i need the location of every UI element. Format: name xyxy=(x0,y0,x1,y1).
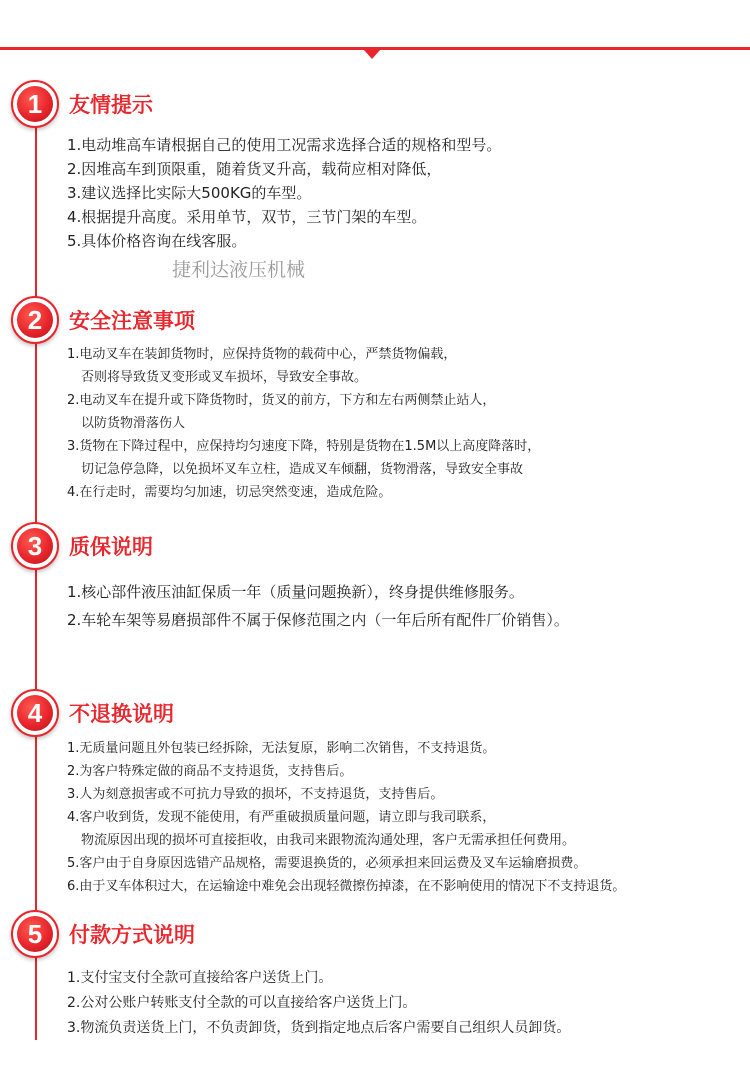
list-item: 5.具体价格咨询在线客服。 xyxy=(67,232,247,250)
section-number-badge xyxy=(11,689,59,737)
section-title: 友情提示 xyxy=(69,93,153,117)
section-item-list xyxy=(67,343,540,504)
section-item-list xyxy=(67,966,570,1041)
top-divider-notch xyxy=(364,50,380,59)
list-item-continuation: 物流原因出现的损坏可直接拒收，由我司来跟物流沟通处理，客户无需承担任何费用。 xyxy=(81,833,576,848)
list-item: 1.核心部件液压油缸保质一年（质量问题换新），终身提供维修服务。 xyxy=(67,583,524,601)
list-item-continuation: 切记急停急降，以免损坏叉车立柱，造成叉车倾翻，货物滑落，导致安全事故 xyxy=(81,462,524,477)
list-item: 1.电动叉车在装卸货物时，应保持货物的载荷中心，严禁货物偏载， xyxy=(67,347,457,362)
section-number-badge xyxy=(11,80,59,128)
list-item: 4.根据提升高度。采用单节，双节，三节门架的车型。 xyxy=(67,208,427,226)
list-item: 5.客户由于自身原因选错产品规格，需要退换货的，必须承担来回运费及叉车运输磨损费。 xyxy=(67,856,587,871)
section-number: 3 xyxy=(17,528,53,564)
section-number-badge xyxy=(11,522,59,570)
section-title: 不退换说明 xyxy=(69,702,174,726)
list-item: 2.因堆高车到顶限重，随着货叉升高，载荷应相对降低， xyxy=(67,160,442,178)
list-item: 6.由于叉车体积过大，在运输途中难免会出现轻微擦伤掉漆，在不影响使用的情况下不支持退货。 xyxy=(67,879,626,894)
section-title: 质保说明 xyxy=(69,535,153,559)
list-item: 3.物流负责送货上门，不负责卸货，货到指定地点后客户需要自己组织人员卸货。 xyxy=(67,1020,571,1036)
list-item: 3.货物在下降过程中，应保持均匀速度下降，特别是货物在1.5M以上高度降落时， xyxy=(67,439,541,454)
list-item-continuation: 以防货物滑落伤人 xyxy=(81,416,186,431)
list-item: 3.人为刻意损害或不可抗力导致的损坏，不支持退货，支持售后。 xyxy=(67,787,444,802)
section-item-list xyxy=(67,133,501,253)
list-item: 2.车轮车架等易磨损部件不属于保修范围之内（一年后所有配件厂价销售）。 xyxy=(67,611,569,629)
section-number: 5 xyxy=(17,916,53,952)
list-item: 1.电动堆高车请根据自己的使用工况需求选择合适的规格和型号。 xyxy=(67,136,502,154)
section-title: 付款方式说明 xyxy=(69,923,195,947)
list-item: 1.支付宝支付全款可直接给客户送货上门。 xyxy=(67,970,333,986)
list-item: 4.客户收到货，发现不能使用，有严重破损质量问题，请立即与我司联系， xyxy=(67,810,496,825)
section-number-badge xyxy=(11,910,59,958)
section-number-badge xyxy=(11,296,59,344)
list-item: 1.无质量问题且外包装已经拆除，无法复原，影响二次销售，不支持退货。 xyxy=(67,741,496,756)
section-number: 1 xyxy=(17,86,53,122)
list-item: 2.为客户特殊定做的商品不支持退货，支持售后。 xyxy=(67,764,353,779)
list-item: 2.公对公账户转账支付全款的可以直接给客户送货上门。 xyxy=(67,995,417,1011)
list-item: 4.在行走时，需要均匀加速，切忌突然变速，造成危险。 xyxy=(67,485,392,500)
list-item-continuation: 否则将导致货叉变形或叉车损坏，导致安全事故。 xyxy=(81,370,368,385)
section-number: 4 xyxy=(17,695,53,731)
list-item: 2.电动叉车在提升或下降货物时，货叉的前方，下方和左右两侧禁止站人， xyxy=(67,393,496,408)
section-number: 2 xyxy=(17,302,53,338)
timeline-line xyxy=(35,104,37,1040)
section-title: 安全注意事项 xyxy=(69,309,195,333)
section-item-list xyxy=(67,578,569,634)
section-item-list xyxy=(67,737,625,898)
list-item: 3.建议选择比实际大500KG的车型。 xyxy=(67,184,312,202)
watermark-text: 捷利达液压机械 xyxy=(172,259,306,281)
